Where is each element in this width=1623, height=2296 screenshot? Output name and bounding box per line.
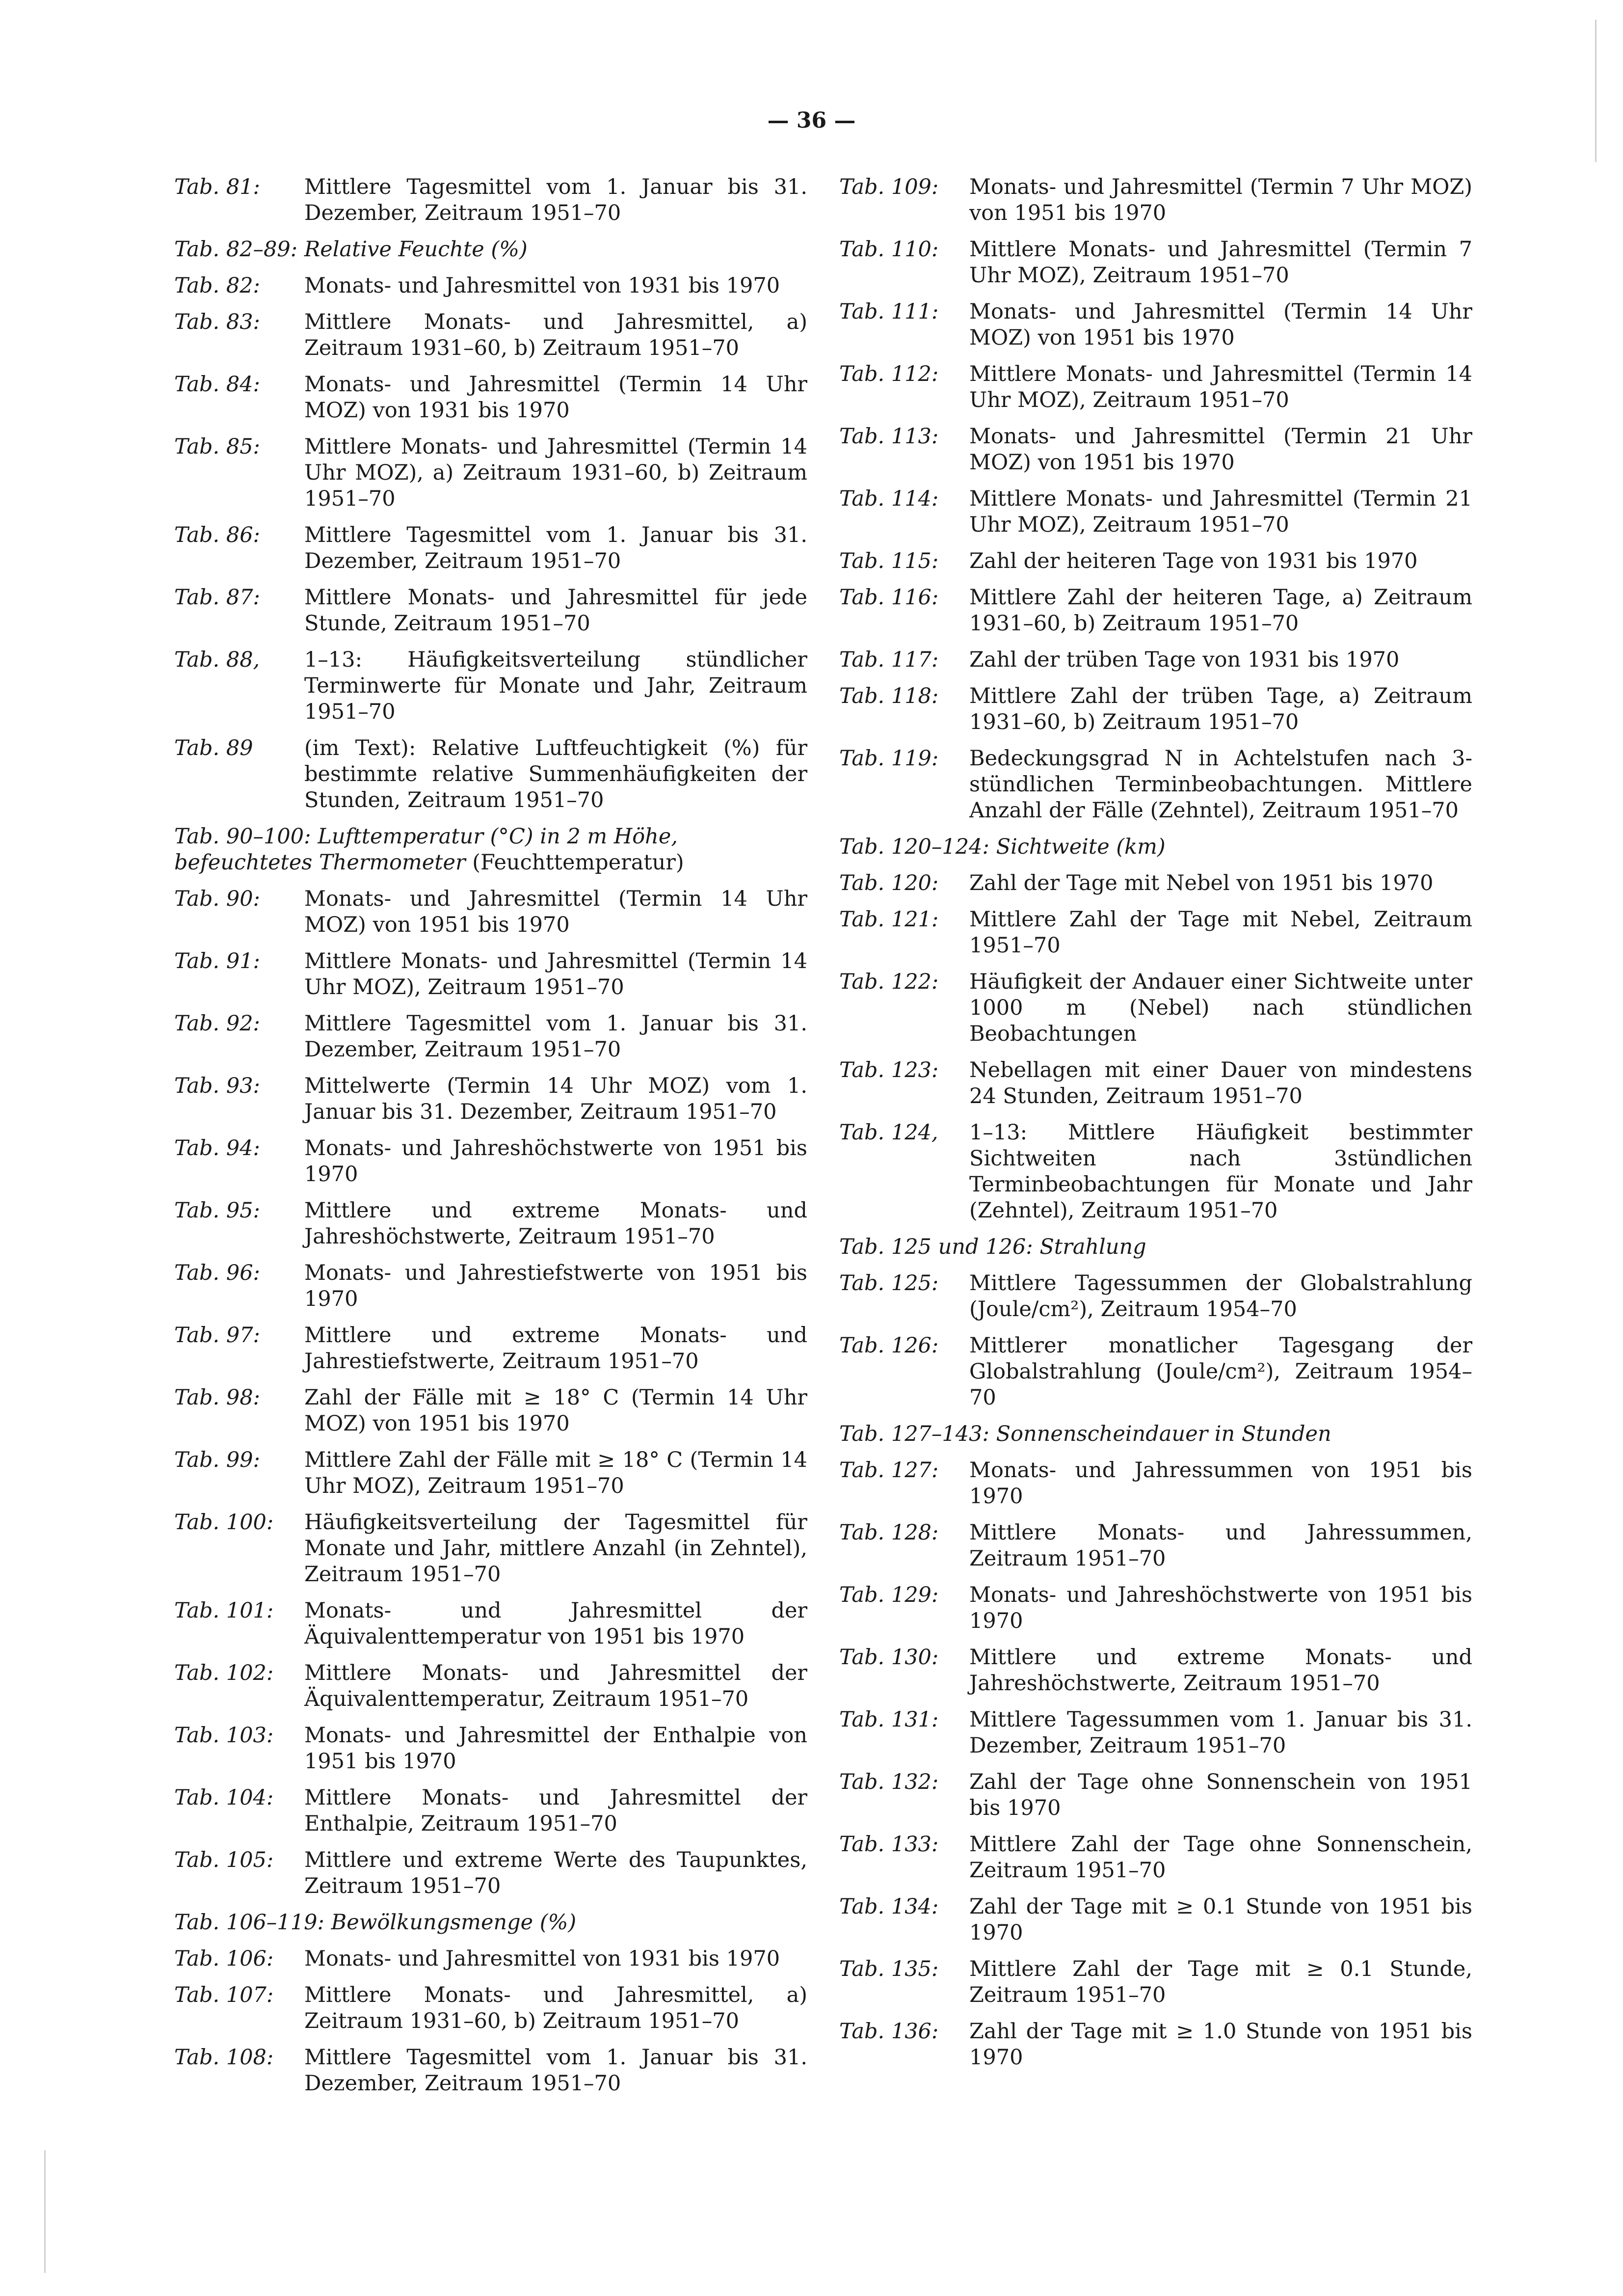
table-list-entry — [174, 309, 807, 361]
entry-label: Tab. 104: — [174, 1785, 274, 1810]
entry-text: Mittlere Zahl der Tage ohne Sonnenschein, Zeitraum 1951–70 — [969, 1832, 1472, 1883]
entry-label: Tab. 107: — [174, 1983, 274, 2007]
scan-edge-line — [1595, 20, 1596, 162]
entry-text: Mittlere Monats- und Jahresmittel für jede Stunde, Zeitraum 1951–70 — [304, 585, 807, 636]
entry-label: Tab. 98: — [174, 1385, 261, 1410]
entry-label: Tab. 122: — [839, 970, 939, 994]
table-list-entry — [174, 1447, 807, 1499]
table-list-entry — [839, 1769, 1472, 1821]
table-list-entry — [174, 1260, 807, 1312]
entry-label: Tab. 106: — [174, 1946, 274, 1971]
table-list-entry — [174, 372, 807, 424]
table-list-entry — [839, 683, 1472, 735]
table-list-entry — [174, 1946, 807, 1972]
entry-text: Monats- und Jahressummen von 1951 bis 1970 — [969, 1458, 1472, 1509]
entry-label: Tab. 100: — [174, 1510, 274, 1535]
table-list-entry — [174, 1785, 807, 1837]
entry-text: Mittlere und extreme Werte des Taupunktes, Zeitraum 1951–70 — [304, 1848, 807, 1898]
entry-text: Monats- und Jahresmittel (Termin 14 Uhr MOZ) von 1931 bis 1970 — [304, 372, 807, 423]
table-list-entry — [839, 746, 1472, 824]
entry-text: Häufigkeitsverteilung der Tagesmittel für Monate und Jahr, mittlere Anzahl (in Zehntel), Zeitraum 1951–70 — [304, 1510, 807, 1587]
entry-label: Tab. 99: — [174, 1448, 261, 1472]
entry-label: Tab. 103: — [174, 1723, 274, 1748]
table-list-entry — [839, 2019, 1472, 2071]
entry-text: Mittlere Tagesmittel vom 1. Januar bis 31. Dezember, Zeitraum 1951–70 — [304, 2045, 807, 2096]
entry-text: Nebellagen mit einer Dauer von mindestens 24 Stunden, Zeitraum 1951–70 — [969, 1058, 1472, 1108]
entry-text: Mittlere Monats- und Jahresmittel, a) Zeitraum 1931–60, b) Zeitraum 1951–70 — [304, 1983, 807, 2033]
entry-label: Tab. 88, — [174, 648, 260, 672]
table-list-entry — [839, 486, 1472, 538]
table-list-entry — [839, 870, 1472, 896]
entry-text: Zahl der Tage ohne Sonnenschein von 1951 bis 1970 — [969, 1770, 1472, 1820]
entry-text: Mittlere Monats- und Jahresmittel (Termin 7 Uhr MOZ), Zeitraum 1951–70 — [969, 237, 1472, 288]
table-list-entry — [174, 1385, 807, 1437]
entry-text: Zahl der trüben Tage von 1931 bis 1970 — [969, 648, 1400, 672]
entry-label: Tab. 117: — [839, 648, 939, 672]
entry-text: Mittlere Zahl der heiteren Tage, a) Zeitraum 1931–60, b) Zeitraum 1951–70 — [969, 585, 1472, 636]
table-list-entry — [839, 907, 1472, 959]
entry-label: Tab. 115: — [839, 549, 939, 573]
table-list-entry — [839, 1057, 1472, 1109]
entry-label: Tab. 108: — [174, 2045, 274, 2070]
entry-label: Tab. 111: — [839, 299, 939, 324]
entry-label: Tab. 121: — [839, 907, 939, 932]
entry-label: Tab. 135: — [839, 1957, 939, 1981]
section-heading — [839, 1421, 1472, 1447]
entry-text: Mittlere Monats- und Jahresmittel (Termin 14 Uhr MOZ), a) Zeitraum 1931–60, b) Zeitraum 1951–70 — [304, 434, 807, 511]
entry-label: Tab. 127: — [839, 1458, 939, 1483]
entry-text: Zahl der Tage mit ≥ 1.0 Stunde von 1951 bis 1970 — [969, 2019, 1472, 2070]
section-heading-text: Tab. 120–124: Sichtweite (km) — [839, 835, 1166, 859]
table-list-entry — [174, 886, 807, 938]
entry-text: Mittlere Zahl der trüben Tage, a) Zeitraum 1931–60, b) Zeitraum 1951–70 — [969, 684, 1472, 734]
section-heading-text: Tab. 90–100: Lufttemperatur (°C) in 2 m Höhe, befeuchtetes Thermometer — [174, 824, 678, 875]
entry-text: Mittlere Tagesmittel vom 1. Januar bis 31. Dezember, Zeitraum 1951–70 — [304, 175, 807, 225]
table-list-entry — [174, 1135, 807, 1188]
entry-label: Tab. 93: — [174, 1074, 261, 1098]
entry-text: Mittlere und extreme Monats- und Jahreshöchstwerte, Zeitraum 1951–70 — [304, 1198, 807, 1249]
entry-label: Tab. 133: — [839, 1832, 939, 1857]
table-list-entry — [839, 1582, 1472, 1634]
entry-label: Tab. 83: — [174, 310, 261, 334]
section-heading-text: Tab. 106–119: Bewölkungsmenge (%) — [174, 1910, 577, 1935]
entry-text: Monats- und Jahresmittel (Termin 7 Uhr MOZ) von 1951 bis 1970 — [969, 175, 1472, 225]
entry-text: Mittlere Zahl der Fälle mit ≥ 18° C (Termin 14 Uhr MOZ), Zeitraum 1951–70 — [304, 1448, 807, 1498]
table-list-entry — [839, 647, 1472, 673]
table-list-entry — [174, 647, 807, 725]
entry-label: Tab. 97: — [174, 1323, 261, 1348]
page-number: — 36 — — [767, 108, 856, 133]
entry-label: Tab. 113: — [839, 424, 939, 449]
table-list-entry — [174, 1323, 807, 1375]
entry-text: Monats- und Jahreshöchstwerte von 1951 bis 1970 — [304, 1136, 807, 1187]
entry-text: Mittlere Zahl der Tage mit Nebel, Zeitraum 1951–70 — [969, 907, 1472, 958]
entry-text: 1–13: Häufigkeitsverteilung stündlicher Terminwerte für Monate und Jahr, Zeitraum 1951–70 — [304, 648, 807, 724]
entry-text: Monats- und Jahrestiefstwerte von 1951 bis 1970 — [304, 1261, 807, 1311]
table-list-entry — [839, 299, 1472, 351]
entry-text: Mittlere Monats- und Jahresmittel (Termin 14 Uhr MOZ), Zeitraum 1951–70 — [969, 362, 1472, 412]
entry-text: Zahl der Fälle mit ≥ 18° C (Termin 14 Uhr MOZ) von 1951 bis 1970 — [304, 1385, 807, 1436]
table-list-entry — [174, 1011, 807, 1063]
entry-label: Tab. 124, — [839, 1120, 938, 1145]
entry-label: Tab. 123: — [839, 1058, 939, 1082]
table-list-entry — [174, 1073, 807, 1125]
table-list-entry — [174, 1723, 807, 1775]
entry-text: Mittlere und extreme Monats- und Jahreshöchstwerte, Zeitraum 1951–70 — [969, 1645, 1472, 1696]
table-list-entry — [174, 735, 807, 813]
entry-text: Mittlere Zahl der Tage mit ≥ 0.1 Stunde, Zeitraum 1951–70 — [969, 1957, 1472, 2007]
entry-text: Zahl der Tage mit Nebel von 1951 bis 1970 — [969, 871, 1434, 895]
table-list-entry — [174, 585, 807, 637]
table-list-entry — [839, 1707, 1472, 1759]
entry-text: Mittlere Monats- und Jahresmittel (Termin 21 Uhr MOZ), Zeitraum 1951–70 — [969, 486, 1472, 537]
entry-label: Tab. 131: — [839, 1707, 939, 1732]
entry-label: Tab. 128: — [839, 1520, 939, 1545]
table-list-entry — [174, 1510, 807, 1588]
entry-text: Monats- und Jahresmittel von 1931 bis 1970 — [304, 1946, 780, 1971]
table-list-entry — [174, 1660, 807, 1712]
table-list-entry — [839, 1120, 1472, 1224]
section-heading-text: Tab. 127–143: Sonnenscheindauer in Stunden — [839, 1422, 1331, 1446]
entry-label: Tab. 89 — [174, 736, 253, 760]
section-heading — [174, 237, 807, 263]
section-heading — [839, 834, 1472, 860]
table-list-entry — [174, 2045, 807, 2097]
entry-text: 1–13: Mittlere Häufigkeit bestimmter Sichtweiten nach 3stündlichen Terminbeobachtungen für Monate und Jahr (Zehntel), Zeitraum 1951–70 — [969, 1120, 1472, 1223]
table-list-entry — [839, 1270, 1472, 1323]
entry-label: Tab. 91: — [174, 949, 261, 973]
table-list-entry — [839, 1956, 1472, 2008]
table-list-entry — [174, 1198, 807, 1250]
entry-text: Mittlere Tagesmittel vom 1. Januar bis 31. Dezember, Zeitraum 1951–70 — [304, 523, 807, 573]
entry-label: Tab. 132: — [839, 1770, 939, 1794]
table-list-entry — [174, 174, 807, 226]
entry-label: Tab. 136: — [839, 2019, 939, 2044]
entry-label: Tab. 105: — [174, 1848, 274, 1872]
entry-label: Tab. 110: — [839, 237, 939, 262]
entry-text: Monats- und Jahreshöchstwerte von 1951 bis 1970 — [969, 1583, 1472, 1633]
entry-label: Tab. 81: — [174, 175, 261, 199]
entry-label: Tab. 119: — [839, 746, 939, 771]
entry-label: Tab. 92: — [174, 1011, 261, 1036]
table-list-entry — [839, 548, 1472, 574]
entry-text: Mittlere Tagesmittel vom 1. Januar bis 31. Dezember, Zeitraum 1951–70 — [304, 1011, 807, 1062]
entry-label: Tab. 102: — [174, 1661, 274, 1685]
entry-label: Tab. 96: — [174, 1261, 261, 1285]
section-heading-text: Tab. 125 und 126: Strahlung — [839, 1235, 1146, 1259]
table-list-entry — [174, 522, 807, 574]
table-list-entry — [174, 273, 807, 299]
entry-label: Tab. 94: — [174, 1136, 261, 1161]
entry-text: Mittlere Monats- und Jahresmittel der Äquivalenttemperatur, Zeitraum 1951–70 — [304, 1661, 807, 1711]
entry-label: Tab. 126: — [839, 1333, 939, 1358]
entry-text: (im Text): Relative Luftfeuchtigkeit (%) für bestimmte relative Summenhäufigkeiten der Stunden, Zeitraum 1951–70 — [304, 736, 807, 812]
table-list-entry — [174, 948, 807, 1000]
entry-text: Bedeckungsgrad N in Achtelstufen nach 3-stündlichen Terminbeobachtungen. Mittlere Anzahl der Fälle (Zehntel), Zeitraum 1951–70 — [969, 746, 1472, 823]
section-heading-text: Tab. 82–89: Relative Feuchte (%) — [174, 237, 528, 262]
table-list-entry — [174, 1847, 807, 1899]
table-list-entry — [174, 434, 807, 512]
entry-text: Mittlere Monats- und Jahresmittel (Termin 14 Uhr MOZ), Zeitraum 1951–70 — [304, 949, 807, 999]
entry-label: Tab. 82: — [174, 273, 261, 298]
entry-text: Mittlerer monatlicher Tagesgang der Globalstrahlung (Joule/cm²), Zeitraum 1954–70 — [969, 1333, 1472, 1410]
entry-text: Monats- und Jahresmittel (Termin 14 Uhr MOZ) von 1951 bis 1970 — [969, 299, 1472, 350]
table-list-entry — [839, 424, 1472, 476]
entry-text: Häufigkeit der Andauer einer Sichtweite unter 1000 m (Nebel) nach stündlichen Beobachtungen — [969, 970, 1472, 1046]
entry-text: Mittlere Monats- und Jahresmittel der Enthalpie, Zeitraum 1951–70 — [304, 1785, 807, 1836]
right-column — [839, 174, 1472, 2081]
table-list-entry — [839, 174, 1472, 226]
entry-text: Mittlere und extreme Monats- und Jahrestiefstwerte, Zeitraum 1951–70 — [304, 1323, 807, 1374]
entry-text: Mittelwerte (Termin 14 Uhr MOZ) vom 1. Januar bis 31. Dezember, Zeitraum 1951–70 — [304, 1074, 807, 1124]
entry-label: Tab. 85: — [174, 434, 261, 459]
entry-text: Monats- und Jahresmittel der Enthalpie von 1951 bis 1970 — [304, 1723, 807, 1774]
entry-label: Tab. 118: — [839, 684, 939, 708]
table-list-entry — [839, 237, 1472, 289]
table-list-entry — [839, 1894, 1472, 1946]
entry-label: Tab. 120: — [839, 871, 939, 895]
entry-label: Tab. 84: — [174, 372, 261, 397]
entry-text: Monats- und Jahresmittel (Termin 14 Uhr MOZ) von 1951 bis 1970 — [304, 887, 807, 937]
table-list-entry — [839, 1832, 1472, 1884]
entry-text: Mittlere Monats- und Jahresmittel, a) Zeitraum 1931–60, b) Zeitraum 1951–70 — [304, 310, 807, 360]
entry-label: Tab. 109: — [839, 175, 939, 199]
entry-text: Monats- und Jahresmittel der Äquivalenttemperatur von 1951 bis 1970 — [304, 1598, 807, 1649]
entry-label: Tab. 125: — [839, 1271, 939, 1296]
entry-text: Mittlere Tagessummen der Globalstrahlung (Joule/cm²), Zeitraum 1954–70 — [969, 1271, 1472, 1322]
entry-label: Tab. 86: — [174, 523, 261, 547]
entry-label: Tab. 90: — [174, 887, 261, 911]
table-list-entry — [839, 969, 1472, 1047]
entry-text: Monats- und Jahresmittel von 1931 bis 1970 — [304, 273, 780, 298]
table-list-entry — [174, 1598, 807, 1650]
entry-text: Monats- und Jahresmittel (Termin 21 Uhr MOZ) von 1951 bis 1970 — [969, 424, 1472, 475]
entry-label: Tab. 129: — [839, 1583, 939, 1607]
entry-text: Mittlere Monats- und Jahressummen, Zeitraum 1951–70 — [969, 1520, 1472, 1571]
entry-text: Zahl der Tage mit ≥ 0.1 Stunde von 1951 bis 1970 — [969, 1894, 1472, 1945]
table-list-entry — [839, 585, 1472, 637]
entry-label: Tab. 134: — [839, 1894, 939, 1919]
entry-text: Mittlere Tagessummen vom 1. Januar bis 31. Dezember, Zeitraum 1951–70 — [969, 1707, 1472, 1758]
table-list-entry — [839, 361, 1472, 413]
section-heading-extra: (Feuchttemperatur) — [465, 850, 684, 875]
section-heading — [839, 1234, 1472, 1260]
table-list-entry — [839, 1458, 1472, 1510]
left-column — [174, 174, 807, 2107]
entry-label: Tab. 101: — [174, 1598, 274, 1623]
table-list-entry — [839, 1520, 1472, 1572]
entry-label: Tab. 112: — [839, 362, 939, 386]
section-heading — [174, 1910, 807, 1936]
table-list-entry — [174, 1982, 807, 2034]
entry-label: Tab. 116: — [839, 585, 939, 610]
scan-edge-line — [44, 2150, 46, 2273]
entry-label: Tab. 87: — [174, 585, 261, 610]
table-list-entry — [839, 1333, 1472, 1411]
section-heading — [174, 824, 807, 876]
entry-text: Zahl der heiteren Tage von 1931 bis 1970 — [969, 549, 1418, 573]
table-list-entry — [839, 1645, 1472, 1697]
entry-label: Tab. 114: — [839, 486, 939, 511]
entry-label: Tab. 130: — [839, 1645, 939, 1670]
entry-label: Tab. 95: — [174, 1198, 261, 1223]
